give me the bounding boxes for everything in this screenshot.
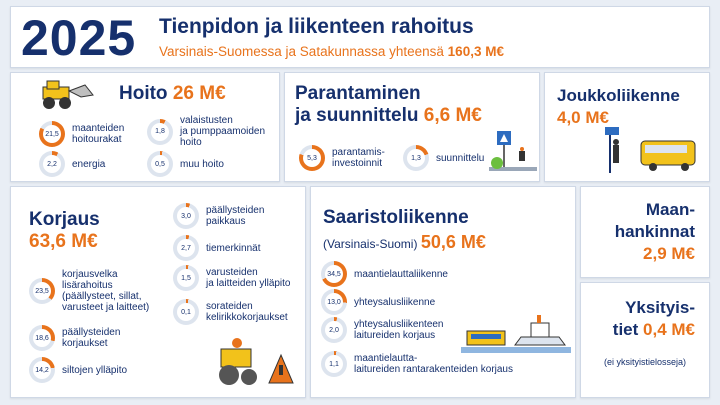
wheel-loader-icon [35,79,95,111]
item-label: tiemerkinnät [206,242,261,254]
donut-icon [29,325,55,351]
korjaus-item-5 [173,265,291,291]
korjaus-item-3 [173,203,264,229]
item-value: 14,2 [33,361,51,379]
page-subtitle [159,44,504,59]
donut-icon [29,357,55,383]
yksityistiet-card [580,282,710,398]
item-label: parantamis- investoinnit [332,147,385,169]
item-value: 1,5 [177,269,195,287]
item-label: varusteiden ja laitteiden ylläpito [206,267,291,289]
maanhankinnat-card [580,186,710,278]
subtitle-prefix: Varsinais-Suomessa ja Satakunnassa yhteensä [159,44,448,59]
item-label: maanteiden hoitourakat [72,123,125,145]
yksityistiet-title-line1: Yksityis- [625,298,695,317]
korjaus-item-2 [29,357,127,383]
korjaus-card [10,186,306,398]
donut-icon [147,151,173,177]
item-label: maantielauttaliikenne [354,268,448,280]
donut-icon [39,151,65,177]
item-value: 1,1 [325,355,343,373]
yksityistiet-title-line2: tiet [612,320,639,339]
donut-icon [173,203,199,229]
parantaminen-title-line2: ja suunnittelu [295,105,419,126]
korjaus-item-1 [29,325,120,351]
donut-icon [173,235,199,261]
page-title: Tienpidon ja liikenteen rahoitus [159,15,474,38]
joukkoliikenne-title-text: Joukkoliikenne [557,86,680,105]
item-label: suunnittelu [436,152,485,164]
hoito-item-0 [39,121,124,147]
donut-icon [147,119,173,145]
maanhankinnat-title-line1: Maan- [645,200,695,219]
item-label: sorateiden kelirikkokorjaukset [206,301,288,323]
item-label: valaistusten ja pumppaamoiden hoito [180,115,266,148]
crossing-sign-icon [489,129,537,179]
item-label: energia [72,158,106,170]
saaristo-amount: 50,6 M€ [420,232,486,252]
item-value: 0,1 [177,303,195,321]
parantaminen-card [284,72,540,182]
saaristo-title: Saaristoliikenne [323,207,469,228]
parantaminen-item-1 [403,145,484,171]
parantaminen-title [295,83,482,127]
yksityistiet-note: (ei yksityistielosseja) [603,357,687,367]
item-value: 21,5 [43,125,61,143]
donut-icon [173,299,199,325]
item-value: 1,3 [407,149,425,167]
parantaminen-title-line1: Parantaminen [295,83,421,104]
item-value: 3,0 [177,207,195,225]
item-value: 2,0 [325,321,343,339]
donut-icon [39,121,65,147]
item-value: 1,8 [151,123,169,141]
item-label: maantielautta- laitureiden rantarakenteiden korjaus [354,353,513,375]
item-value: 13,0 [325,293,343,311]
korjaus-item-6 [173,299,288,325]
item-label: siltojen ylläpito [62,364,128,376]
item-value: 18,6 [33,329,51,347]
item-value: 34,5 [325,265,343,283]
item-label: korjausvelka lisärahoitus (päällysteet, sillat, varusteet ja laitteet) [62,269,150,313]
donut-icon [321,289,347,315]
korjaus-title [29,209,100,253]
item-value: 5,3 [303,149,321,167]
item-value: 2,2 [43,155,61,173]
hoito-item-2 [147,115,265,148]
item-label: yhteysalusliikenteen laitureiden korjaus [354,319,444,341]
saaristo-item-1 [321,289,435,315]
joukkoliikenne-title [557,85,680,129]
joukkoliikenne-card [544,72,710,182]
hoito-item-1 [39,151,105,177]
hoito-item-3 [147,151,224,177]
bus-stop-icon [601,125,701,177]
item-label: päällysteiden paikkaus [206,205,265,227]
saaristo-item-0 [321,261,448,287]
road-roller-icon [211,335,297,391]
item-value: 0,5 [151,155,169,173]
donut-icon [299,145,325,171]
hoito-amount: 26 M€ [172,83,226,104]
yksityistiet-amount: 0,4 M€ [643,320,695,339]
yksityistiet-title [581,297,709,341]
item-value: 23,5 [33,282,51,300]
donut-icon [403,145,429,171]
korjaus-item-4 [173,235,260,261]
saaristo-item-2 [321,317,444,343]
item-label: päällysteiden korjaukset [62,327,121,349]
donut-icon [321,261,347,287]
hoito-title-text: Hoito [119,83,168,104]
korjaus-title-text: Korjaus [29,209,100,230]
hoito-card [10,72,280,182]
korjaus-item-0 [29,269,149,313]
donut-icon [321,351,347,377]
item-label: yhteysalusliikenne [354,296,436,308]
parantaminen-amount: 6,6 M€ [423,105,482,126]
donut-icon [321,317,347,343]
parantaminen-item-0 [299,145,385,171]
maanhankinnat-title-line2: hankinnat [614,222,695,241]
subtitle-total: 160,3 M€ [447,44,504,59]
year-label: 2025 [21,10,137,66]
saaristo-region: (Varsinais-Suomi) [323,237,418,251]
saaristo-subtitle [323,231,486,255]
item-label: muu hoito [180,158,224,170]
maanhankinnat-amount: 2,9 M€ [643,244,695,263]
joukkoliikenne-amount: 4,0 M€ [557,108,609,127]
donut-icon [173,265,199,291]
maanhankinnat-title [581,199,709,265]
saaristo-card [310,186,576,398]
header-card [10,6,710,68]
hoito-title [119,83,226,105]
item-value: 2,7 [177,239,195,257]
ferry-icon [461,311,571,361]
donut-icon [29,278,55,304]
korjaus-amount: 63,6 M€ [29,231,98,252]
